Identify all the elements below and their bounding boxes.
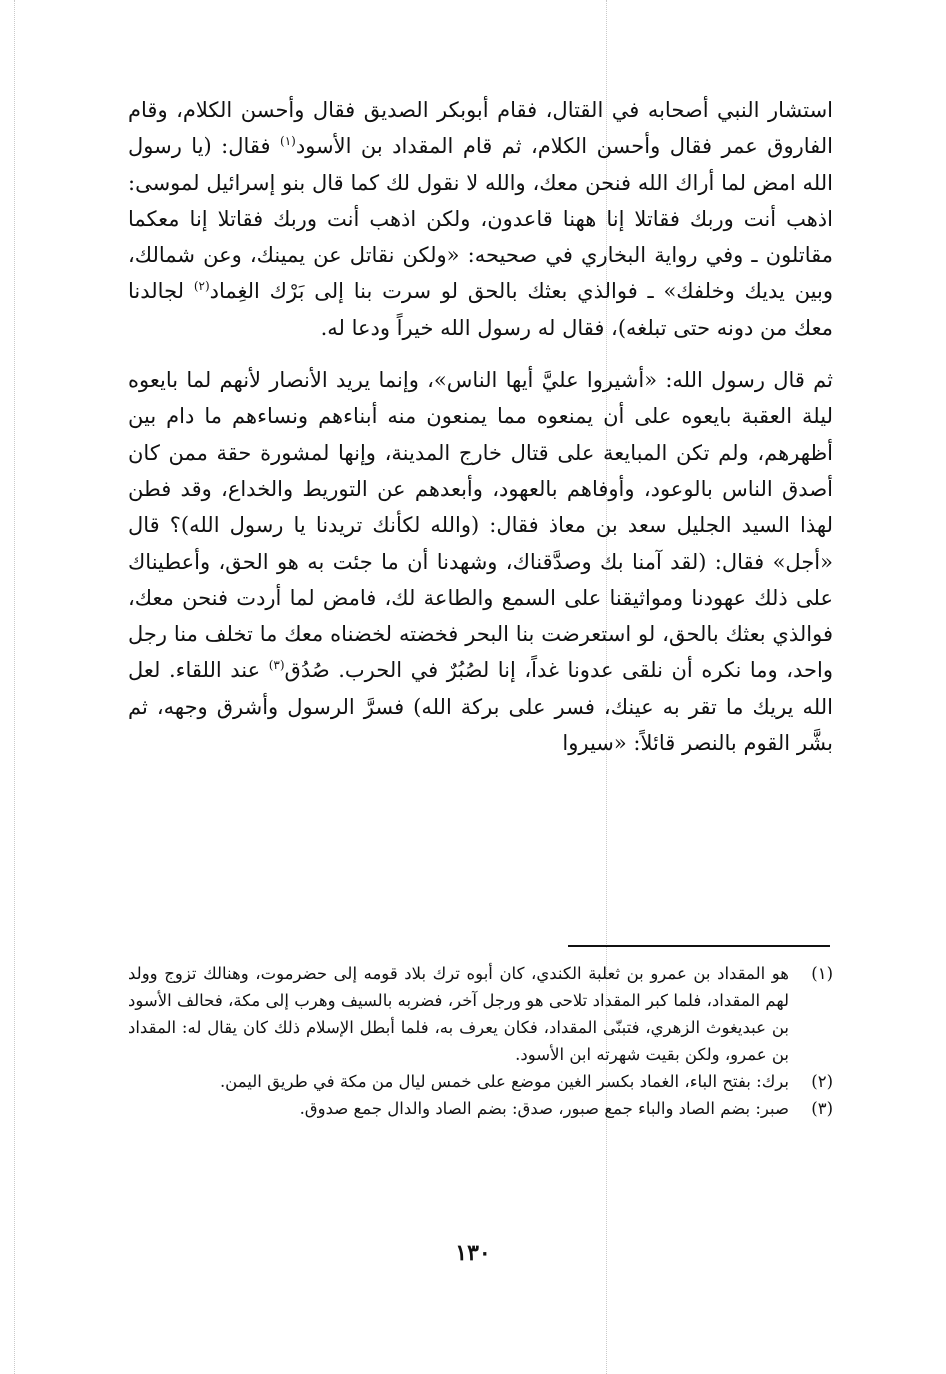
footnote-ref-3[interactable]: (٣) [268, 658, 285, 673]
paragraph-2-part-a: ثم قال رسول الله: «أشيروا عليَّ أيها الناس»، وإنما يريد الأنصار لأنهم لما بايعوه ليلة العقبة بايعوه على أن يمنعوه مما يمنعون منه أبناءهم ونساءهم ما دام بين أظهرهم، ولم تكن المبايعة على قتال خارج المدينة، وإنها لمشورة حقة ممن كان أصدق الناس بالوعود، وأوفاهم بالعهود، وأبعدهم عن التوريط والخداع، وقد فطن لهذا السيد الجليل سعد بن معاذ فقال: (والله لكأنك تريدنا يا رسول الله)؟ قال «أجل» فقال: (لقد آمنا بك وصدَّقناك، وشهدنا أن ما جئت به هو الحق، وأعطيناك على ذلك عهودنا ومواثيقنا على السمع والطاعة لك، فامض لما أردت فنحن معك، فوالذي بعثك بالحق، لو استعرضت بنا البحر فخضته لخضناه معك ما تخلف منا رجل واحد، وما نكره أن نلقى عدونا غداً، إنا لصُبُرٌ في الحرب. صُدُق [128, 368, 833, 683]
footnote-divider [568, 945, 830, 947]
paragraph-2 [128, 362, 833, 761]
footnote-3-number: (٣) [811, 1099, 833, 1118]
paragraph-1-part-c: لجالدنا معك من دونه حتى تبلغه)، فقال له رسول الله خيراً ودعا له. [128, 279, 833, 340]
footnote-3 [128, 1095, 833, 1122]
footnote-3-text: صبر: بضم الصاد والباء جمع صبور، صدق: بضم الصاد والدال جمع صدوق. [299, 1099, 789, 1118]
footnotes [128, 960, 833, 1122]
footnote-2-text: برك: بفتح الباء، الغماد بكسر الغين موضع على خمس ليال من مكة في طريق اليمن. [219, 1072, 789, 1091]
paragraph-2-part-b: عند اللقاء. لعل الله يريك ما تقر به عينك، فسر على بركة الله) فسرَّ الرسول وأشرق وجهه، ثم بشَّر القوم بالنصر قائلاً: «سيروا [128, 658, 833, 756]
paragraph-1 [128, 92, 833, 346]
scan-edge-line [14, 0, 15, 1374]
main-text [128, 92, 833, 761]
paragraph-1-part-a: استشار النبي أصحابه في القتال، فقام أبوبكر الصديق فقال وأحسن الكلام، وقام الفاروق عمر فقال وأحسن الكلام، ثم قام المقداد بن الأسود [128, 98, 833, 159]
paragraph-1-part-b: فقال: (يا رسول الله امض لما أراك الله فنحن معك، والله لا نقول لك كما قال بنو إسرائيل لموسى: اذهب أنت وربك فقاتلا إنا ههنا قاعدون، ولكن اذهب أنت وربك فقاتلا إنا معكما مقاتلون ـ وفي رواية البخاري في صحيحه: «ولكن نقاتل عن يمينك، وعن شمالك، وبين يديك وخلفك» ـ فوالذي بعثك بالحق لو سرت بنا إلى بَرْك الغِماد [128, 134, 833, 304]
footnote-ref-1[interactable]: (١) [280, 134, 296, 149]
page-number: ١٣٠ [455, 1240, 491, 1266]
footnote-ref-2[interactable]: (٢) [193, 279, 210, 294]
footnote-2-number: (٢) [811, 1072, 833, 1091]
footnote-1 [128, 960, 833, 1068]
footnote-1-text: هو المقداد بن عمرو بن ثعلبة الكندي، كان أبوه ترك بلاد قومه إلى حضرموت، وهنالك تزوج وولد لهم المقداد، فلما كبر المقداد تلاحى هو ورجل آخر، فضربه بالسيف وهرب إلى مكة، فحالف الأسود بن عبديغوث الزهري، فتبنّى المقداد، فكان يعرف به، فلما أبطل الإسلام ذلك كان يقال له: المقداد بن عمرو، ولكن بقيت شهرته ابن الأسود. [128, 964, 789, 1064]
footnote-2 [128, 1068, 833, 1095]
footnote-1-number: (١) [811, 964, 833, 983]
